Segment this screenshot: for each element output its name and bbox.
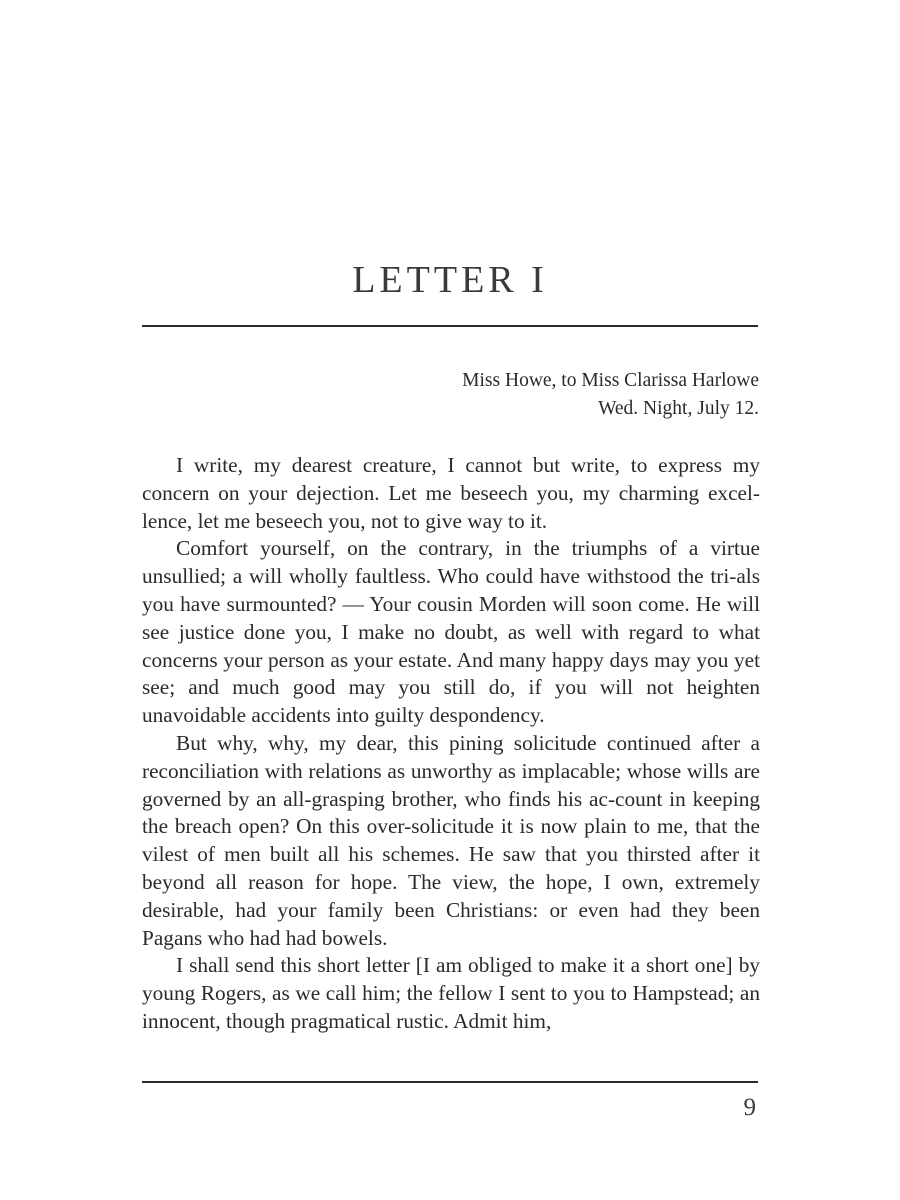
chapter-title: LETTER I: [352, 259, 548, 301]
letter-date: Wed. Night, July 12.: [598, 398, 759, 419]
paragraph: I shall send this short letter [I am obliged to make it a short one] by young Rogers, as we call him; the fellow I sent to you to Hampstead; an innocent, though pragmatical rustic. Admit him,: [142, 953, 760, 1033]
top-rule: [142, 325, 758, 327]
paragraph: Comfort yourself, on the contrary, in the triumphs of a virtue unsullied; a will wholly faultless. Who could have withstood the tri-als you have surmounted? — Your cousin Morden will soon come. He will see justice done you, I make no doubt, as well with regard to what concerns your person as your estate. And many happy days may you yet see; and much good may you still do, if you will not heighten unavoidable accidents into guilty despondency.: [142, 536, 760, 728]
letter-body: [142, 452, 760, 1036]
letter-correspondents: Miss Howe, to Miss Clarissa Harlowe: [462, 370, 759, 391]
page-number: 9: [743, 1094, 756, 1121]
bottom-rule: [142, 1081, 758, 1083]
paragraph: I write, my dearest creature, I cannot but write, to express my concern on your dejection. Let me beseech you, my charming excel-lence, let me beseech you, not to give way to it.: [142, 453, 760, 533]
paragraph: But why, why, my dear, this pining solicitude continued after a reconciliation with relations as unworthy as implacable; whose wills are governed by an all-grasping brother, who finds his ac-count in keeping the breach open? On this over-solicitude it is now plain to me, that the vilest of men built all his schemes. He saw that you thirsted after it beyond all reason for hope. The view, the hope, I own, extremely desirable, had your family been Christians: or even had they been Pagans who had had bowels.: [142, 730, 760, 950]
letter-heading: [142, 367, 759, 423]
